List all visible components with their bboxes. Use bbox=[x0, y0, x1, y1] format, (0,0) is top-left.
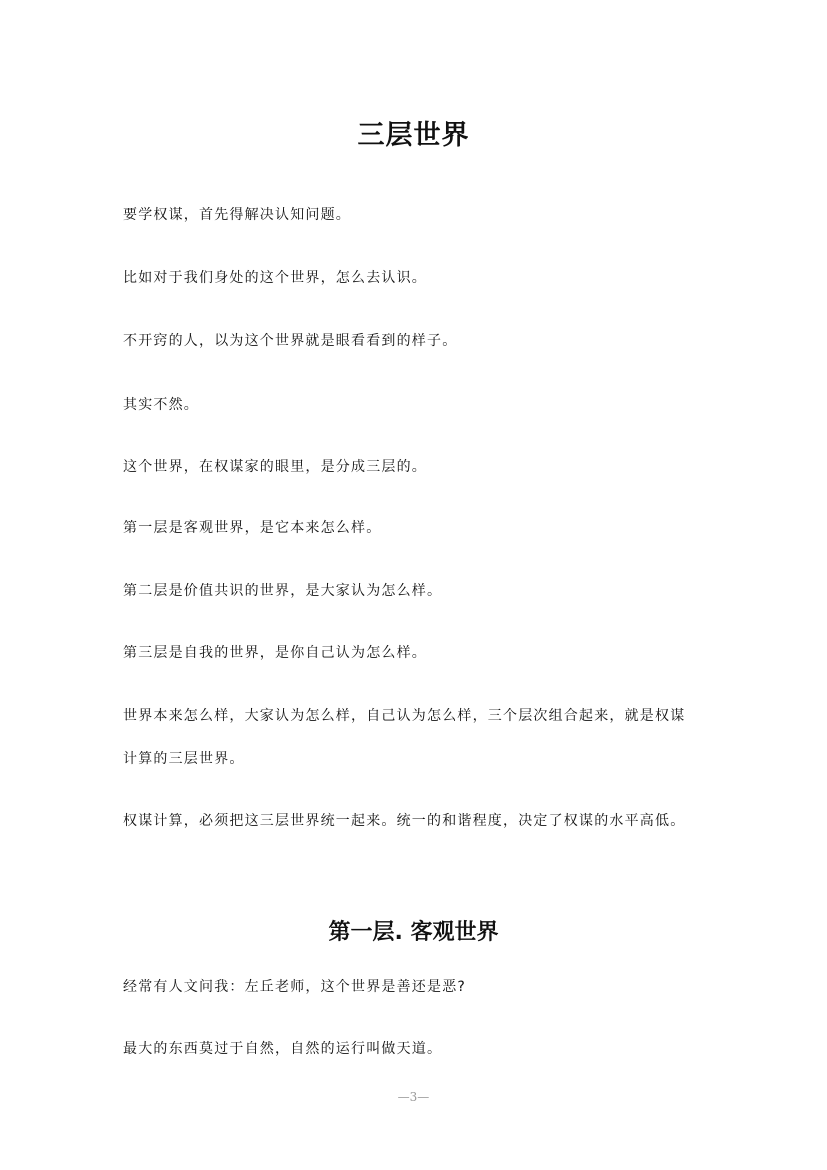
page-title: 三层世界 bbox=[357, 120, 470, 151]
paragraph: 世界本来怎么样，大家认为怎么样，自己认为怎么样，三个层次组合起来，就是权谋计算的三层世界。 bbox=[123, 708, 686, 767]
paragraph: 权谋计算，必须把这三层世界统一起来。统一的和谐程度，决定了权谋的水平高低。 bbox=[123, 813, 686, 829]
paragraph: 最大的东西莫过于自然，自然的运行叫做天道。 bbox=[123, 1041, 443, 1057]
paragraph: 这个世界，在权谋家的眼里，是分成三层的。 bbox=[123, 459, 427, 475]
paragraph: 经常有人文问我：左丘老师，这个世界是善还是恶? bbox=[123, 979, 467, 995]
page-number: —3— bbox=[397, 1090, 430, 1104]
paragraph: 第三层是自我的世界，是你自己认为怎么样。 bbox=[123, 645, 427, 661]
section-heading: 第一层. 客观世界 bbox=[328, 920, 499, 945]
paragraph: 要学权谋，首先得解决认知问题。 bbox=[123, 207, 351, 223]
paragraph: 第二层是价值共识的世界，是大家认为怎么样。 bbox=[123, 583, 443, 599]
paragraph: 第一层是客观世界，是它本来怎么样。 bbox=[123, 520, 382, 536]
paragraph: 比如对于我们身处的这个世界，怎么去认识。 bbox=[123, 270, 427, 286]
paragraph: 其实不然。 bbox=[123, 397, 199, 413]
paragraph: 不开窍的人，以为这个世界就是眼看看到的样子。 bbox=[123, 333, 458, 349]
